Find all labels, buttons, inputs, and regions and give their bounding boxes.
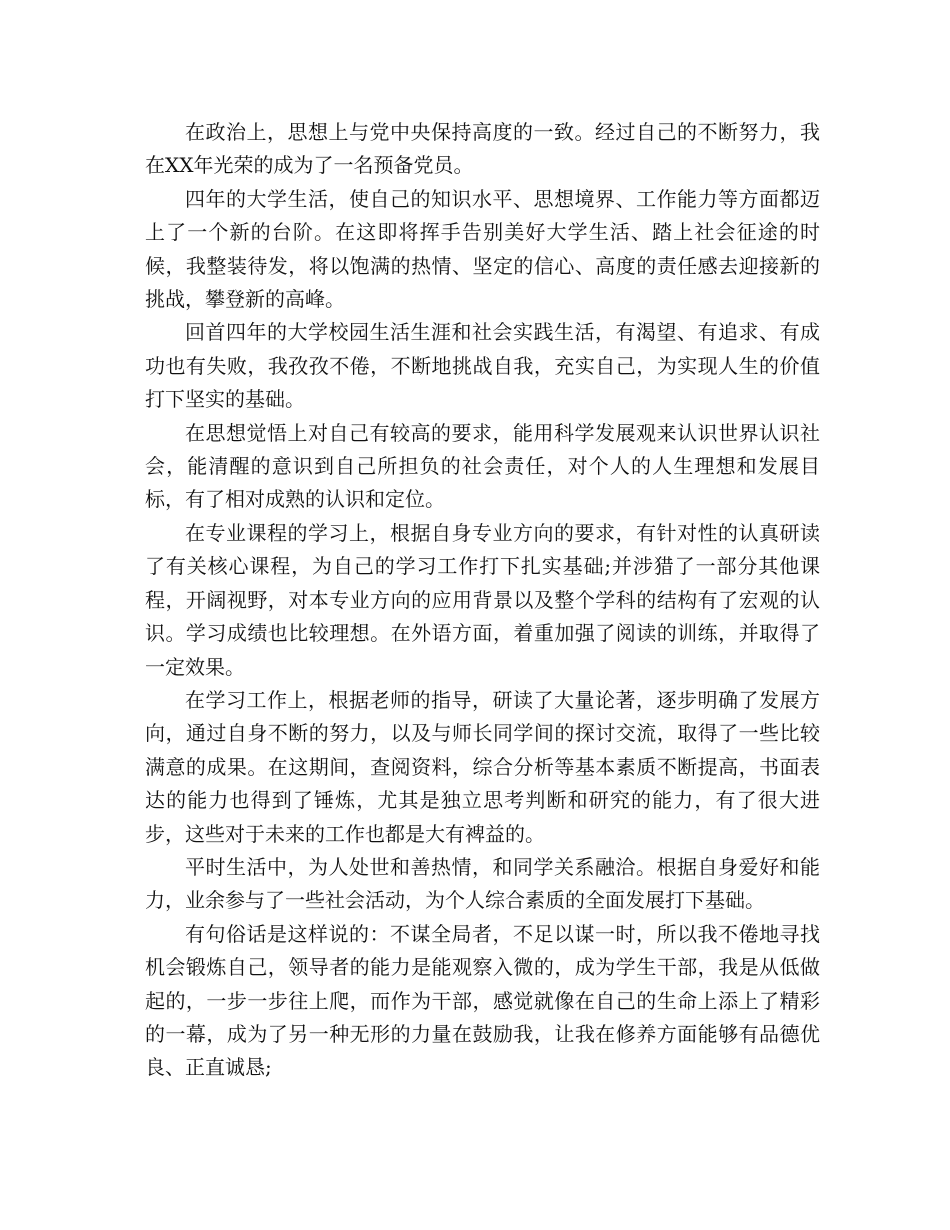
paragraph-5: 在专业课程的学习上，根据自身专业方向的要求，有针对性的认真研读了有关核心课程，为自己的学习工作打下扎实基础;并涉猎了一部分其他课程，开阔视野，对本专业方向的应用背景以及整个学科的结构有了宏观的认识。学习成绩也比较理想。在外语方面，着重加强了阅读的训练，并取得了一定效果。 xyxy=(145,520,820,679)
paragraph-3: 回首四年的大学校园生活生涯和社会实践生活，有渴望、有追求、有成功也有失败，我孜孜不倦，不断地挑战自我，充实自己，为实现人生的价值打下坚实的基础。 xyxy=(145,320,820,412)
paragraph-4: 在思想觉悟上对自己有较高的要求，能用科学发展观来认识世界认识社会，能清醒的意识到自己所担负的社会责任，对个人的人生理想和发展目标，有了相对成熟的认识和定位。 xyxy=(145,420,820,512)
paragraph-2: 四年的大学生活，使自己的知识水平、思想境界、工作能力等方面都迈上了一个新的台阶。在这即将挥手告别美好大学生活、踏上社会征途的时候，我整装待发，将以饱满的热情、坚定的信心、高度的责任感去迎接新的挑战，攀登新的高峰。 xyxy=(145,186,820,312)
paragraph-1: 在政治上，思想上与党中央保持高度的一致。经过自己的不断努力，我在XX年光荣的成为了一名预备党员。 xyxy=(145,120,820,178)
paragraph-7: 平时生活中，为人处世和善热情，和同学关系融洽。根据自身爱好和能力，业余参与了一些社会活动，为个人综合素质的全面发展打下基础。 xyxy=(145,854,820,913)
paragraph-6: 在学习工作上，根据老师的指导，研读了大量论著，逐步明确了发展方向，通过自身不断的努力，以及与师长同学间的探讨交流，取得了一些比较满意的成果。在这期间，查阅资料，综合分析等基本素质不断提高，书面表达的能力也得到了锤炼，尤其是独立思考判断和研究的能力，有了很大进步，这些对于未来的工作也都是大有裨益的。 xyxy=(145,687,820,846)
paragraph-8: 有句俗话是这样说的：不谋全局者，不足以谋一时，所以我不倦地寻找机会锻炼自己，领导者的能力是能观察入微的，成为学生干部，我是从低做起的，一步一步往上爬，而作为干部，感觉就像在自己的生命上添上了精彩的一幕，成为了另一种无形的力量在鼓励我，让我在修养方面能够有品德优良、正直诚恳; xyxy=(145,921,820,1080)
